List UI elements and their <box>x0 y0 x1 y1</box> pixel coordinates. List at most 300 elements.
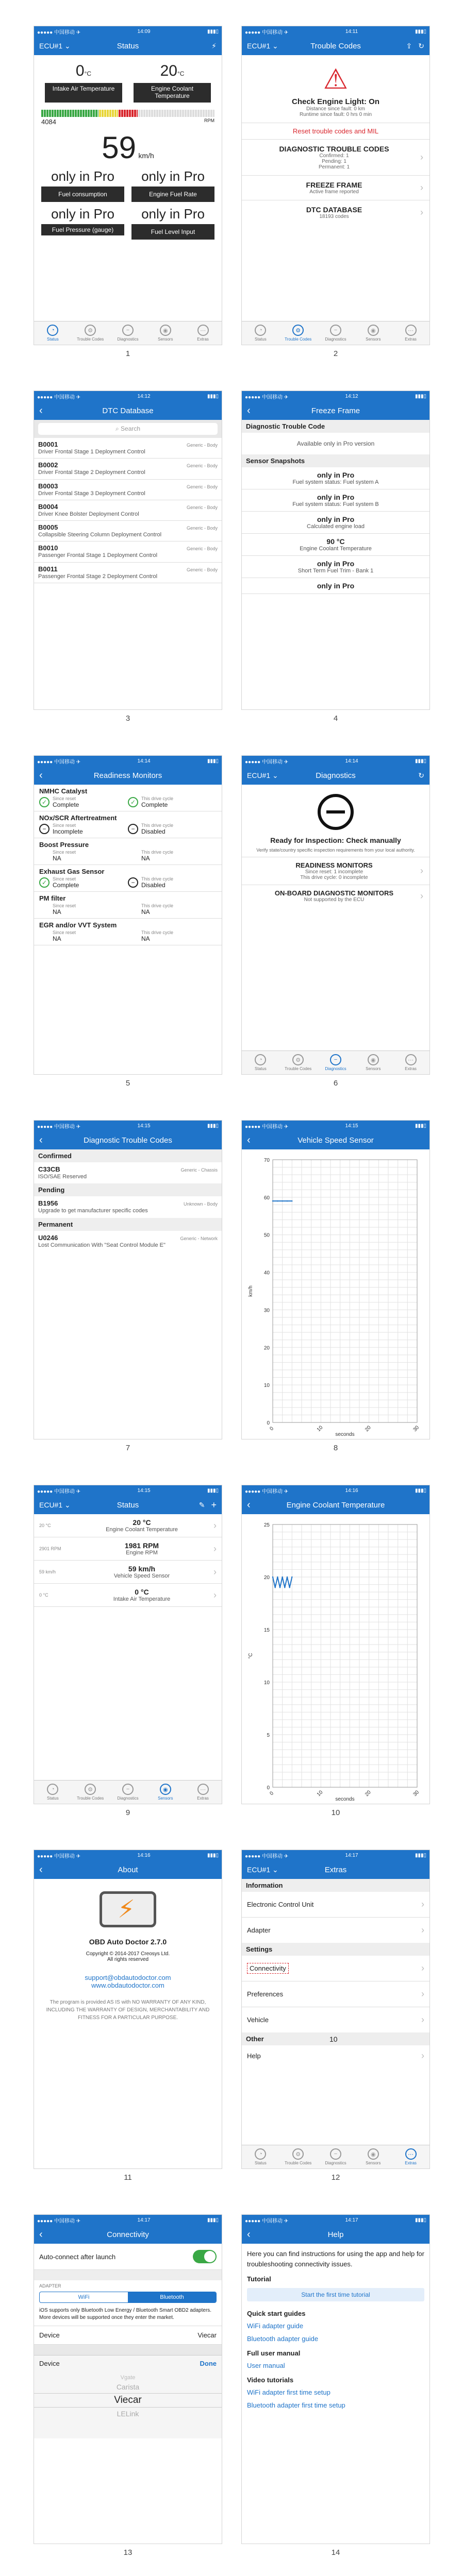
carrier: ●●●●● 中国移动 ✈ <box>37 1124 81 1130</box>
engine-icon: ⚙ <box>292 2148 304 2160</box>
battery-icon: ▮▮▮▯ <box>415 393 426 399</box>
minus-circle-icon: − <box>128 824 138 834</box>
status-bar <box>242 1121 429 1131</box>
pro-value-2: only in Pro <box>141 168 205 184</box>
back-icon[interactable]: ‹ <box>39 2228 43 2240</box>
tab-extras[interactable] <box>184 321 222 345</box>
coolant-value: 20 <box>160 62 177 79</box>
page-title: Diagnostics <box>316 771 356 780</box>
tab-trouble-codes[interactable] <box>279 2145 317 2168</box>
tab-label: Sensors <box>366 1066 381 1071</box>
battery-icon: ▮▮▮▯ <box>207 2217 219 2223</box>
dtc-category: Generic - Body <box>186 443 218 448</box>
obd-monitors-title: ON-BOARD DIAGNOSTIC MONITORS <box>274 889 394 897</box>
dtc-item[interactable] <box>34 1196 222 1217</box>
tab-diagnostics[interactable] <box>317 1051 355 1074</box>
engine-icon: ⚙ <box>292 325 304 336</box>
freeze-frame-title: FREEZE FRAME <box>306 181 362 189</box>
snapshot-item <box>242 578 429 594</box>
chevron-right-icon: › <box>421 1963 424 1973</box>
tab-bar <box>34 1780 222 1804</box>
edit-icon[interactable]: ✎ <box>199 1500 205 1509</box>
x-tick-label: 30 <box>412 1425 421 1433</box>
picker-option-selected[interactable]: Viecar <box>34 2393 222 2408</box>
clock: 14:15 <box>137 1487 151 1494</box>
tab-extras[interactable] <box>392 1051 429 1074</box>
monitor-period: Since reset <box>53 823 76 828</box>
dtc-item[interactable] <box>34 1231 222 1252</box>
wifi-segment[interactable]: WiFi <box>78 2294 90 2300</box>
tab-label: Extras <box>405 2161 417 2165</box>
obd-monitors-row[interactable] <box>242 885 429 907</box>
sensor-icon: ◉ <box>368 1054 379 1065</box>
dtc-list-item[interactable] <box>34 480 222 500</box>
dtc-item[interactable] <box>34 1162 222 1183</box>
preferences-row[interactable] <box>242 1981 429 2007</box>
status-bar <box>34 2215 222 2225</box>
dtc-category: Generic - Body <box>186 463 218 469</box>
gauge-icon: ◔ <box>255 1054 266 1065</box>
tab-label: Extras <box>405 337 417 342</box>
tab-sensors[interactable] <box>146 1781 184 1804</box>
support-email-link[interactable]: support@obdautodoctor.com <box>85 1974 171 1981</box>
dtc-section-header: Permanent <box>34 1218 222 1231</box>
refresh-icon[interactable]: ↻ <box>418 771 424 779</box>
page-title: Diagnostic Trouble Codes <box>84 1136 172 1145</box>
data-point <box>277 1200 278 1201</box>
minus-circle-icon: − <box>122 325 134 336</box>
speed-value: 59 <box>102 130 136 165</box>
page-title: Connectivity <box>107 2230 149 2239</box>
picker-option[interactable]: LELink <box>117 2410 139 2418</box>
settings-header: Settings <box>242 1943 429 1956</box>
status-bar <box>34 1121 222 1131</box>
dtc-list-item[interactable] <box>34 438 222 459</box>
ecu-selector[interactable]: ECU#1 ⌄ <box>39 41 71 50</box>
refresh-icon[interactable]: ↻ <box>418 41 424 50</box>
dtc-code: B0002 <box>38 461 58 469</box>
y-tick-label: 20 <box>263 1345 270 1351</box>
battery-icon: ▮▮▮▯ <box>207 393 219 399</box>
monitor-state: NA <box>53 908 61 916</box>
tab-label: Diagnostics <box>117 337 139 342</box>
confirmed-count: Confirmed: 1 <box>319 153 349 159</box>
clock: 14:15 <box>345 1123 358 1129</box>
vehicle-label: Vehicle <box>247 2016 269 2024</box>
sensor-row[interactable] <box>34 1561 222 1584</box>
snapshot-item <box>242 467 429 489</box>
clock: 14:16 <box>137 1852 151 1858</box>
tab-bar <box>242 2145 429 2168</box>
sensor-raw-value: 0 °C <box>39 1592 48 1598</box>
dtc-list-item[interactable] <box>34 563 222 583</box>
dtc-description: Driver Frontal Stage 2 Deployment Control <box>38 469 145 476</box>
pro-value-4: only in Pro <box>141 206 205 222</box>
intake-air-label: Intake Air Temperature <box>45 83 122 103</box>
snapshot-label: Fuel system status: Fuel system A <box>292 479 379 485</box>
data-point <box>272 1577 273 1578</box>
coolant-label: Engine Coolant Temperature <box>134 83 211 103</box>
plot-frame <box>273 1160 417 1422</box>
tab-label: Status <box>255 1066 267 1071</box>
tab-extras[interactable] <box>184 1781 222 1804</box>
runtime-since-fault: Runtime since fault: 0 hrs 0 min <box>299 112 372 117</box>
carrier: ●●●●● 中国移动 ✈ <box>37 759 81 765</box>
clock: 14:12 <box>137 393 151 399</box>
y-tick-label: 70 <box>263 1158 270 1163</box>
coolant-chart <box>242 1514 429 1803</box>
dtc-code: B0011 <box>38 565 58 573</box>
screen-freeze-frame <box>241 391 430 710</box>
snapshot-item <box>242 512 429 534</box>
extras-icon: ⋯ <box>405 325 417 336</box>
monitor-period: Since reset <box>53 850 76 855</box>
dtc-code: C33CB <box>38 1165 60 1173</box>
rights: All rights reserved <box>107 1957 149 1962</box>
annotation-number: 10 <box>329 2035 338 2043</box>
status-bar <box>242 1850 429 1860</box>
status-bar <box>34 1850 222 1860</box>
wifi-guide-link[interactable]: WiFi adapter guide <box>247 2322 304 2330</box>
back-icon[interactable]: ‹ <box>247 1499 251 1511</box>
dtc-sections <box>34 1149 222 1252</box>
tab-sensors[interactable] <box>354 2145 392 2168</box>
chevron-right-icon: › <box>420 182 423 193</box>
carrier: ●●●●● 中国移动 ✈ <box>245 1853 289 1859</box>
dtc-description: ISO/SAE Reserved <box>38 1174 87 1180</box>
done-button[interactable]: Done <box>200 2360 217 2367</box>
tutorial-header: Tutorial <box>247 2275 271 2283</box>
monitor-name: PM filter <box>39 894 66 902</box>
carrier: ●●●●● 中国移动 ✈ <box>245 1124 289 1130</box>
battery-icon: ▮▮▮▯ <box>415 28 426 35</box>
x-tick-label: 0 <box>269 1790 275 1797</box>
extras-icon: ⋯ <box>197 325 209 336</box>
carrier: ●●●●● 中国移动 ✈ <box>37 1853 81 1859</box>
data-point <box>277 1577 278 1578</box>
dtc-category: Generic - Body <box>186 546 218 552</box>
y-tick-label: 50 <box>263 1232 270 1239</box>
bluetooth-guide-link[interactable]: Bluetooth adapter guide <box>247 2335 319 2343</box>
back-icon[interactable]: ‹ <box>247 2228 251 2240</box>
monitor-state: Disabled <box>141 828 166 835</box>
dtc-code: B0010 <box>38 544 58 552</box>
picker-option[interactable]: Carista <box>116 2383 140 2391</box>
speed-unit: km/h <box>138 151 154 160</box>
chevron-right-icon: › <box>213 1543 217 1554</box>
check-icon: ✓ <box>39 877 49 888</box>
dtc-code: B0005 <box>38 523 58 532</box>
dtc-category: Generic - Body <box>186 484 218 489</box>
start-tutorial-button[interactable]: Start the first time tutorial <box>247 2288 424 2301</box>
ecu-label: Electronic Control Unit <box>247 1901 314 1908</box>
ecu-row[interactable] <box>242 1892 429 1918</box>
sensor-name: Intake Air Temperature <box>113 1596 171 1602</box>
sensor-name: Engine Coolant Temperature <box>106 1527 178 1533</box>
page-title: DTC Database <box>102 406 154 415</box>
chevron-right-icon: › <box>420 152 423 162</box>
page-title: Readiness Monitors <box>93 771 162 780</box>
adapter-row[interactable] <box>242 1918 429 1943</box>
chevron-right-icon: › <box>421 2014 424 2025</box>
minus-circle-icon: − <box>330 325 341 336</box>
tab-sensors[interactable] <box>354 1051 392 1074</box>
screen-readiness-monitors <box>34 755 222 1075</box>
back-icon[interactable]: ‹ <box>39 1134 43 1146</box>
dtc-description: Lost Communication With "Seat Control Module E" <box>38 1242 166 1248</box>
caption-13: 13 <box>123 2548 133 2557</box>
page-title: Status <box>117 1500 139 1510</box>
snapshot-label: Short Term Fuel Trim - Bank 1 <box>297 568 374 574</box>
status-bar <box>242 26 429 37</box>
sensor-icon: ◉ <box>160 1784 171 1795</box>
device-row[interactable] <box>34 2326 222 2345</box>
obd-monitors-sub: Not supported by the ECU <box>304 897 365 903</box>
ecu-selector[interactable]: ECU#1 ⌄ <box>247 1865 278 1874</box>
monitor-period: This drive cycle <box>141 823 174 828</box>
gauge-icon: ◔ <box>47 1784 58 1795</box>
quick-start-header: Quick start guides <box>247 2310 306 2317</box>
carrier: ●●●●● 中国移动 ✈ <box>37 29 81 36</box>
status-bar <box>242 1485 429 1496</box>
battery-icon: ▮▮▮▯ <box>415 1852 426 1858</box>
nav-bar <box>34 766 222 785</box>
tab-label: Status <box>255 337 267 342</box>
app-logo-icon: ⚡ <box>100 1891 156 1927</box>
sensor-raw-value: 2901 RPM <box>39 1546 61 1551</box>
tab-trouble-codes[interactable] <box>72 1781 109 1804</box>
other-header <box>242 2032 429 2045</box>
screen-dtc-database <box>34 391 222 710</box>
monitor-period: Since reset <box>53 876 76 882</box>
snapshot-label: Calculated engine load <box>307 523 365 530</box>
rpm-bar <box>41 110 214 117</box>
dtc-title: DIAGNOSTIC TROUBLE CODES <box>279 145 389 153</box>
search-input[interactable] <box>38 423 218 435</box>
nav-bar <box>34 1496 222 1514</box>
tab-label: Sensors <box>158 337 173 342</box>
dtc-list-item[interactable] <box>34 541 222 562</box>
freeze-frame-row[interactable] <box>242 176 429 200</box>
screen-diagnostics <box>241 755 430 1075</box>
dtc-category: Generic - Body <box>186 567 218 572</box>
share-icon[interactable]: ⇪ <box>406 41 412 50</box>
tab-extras[interactable] <box>392 321 429 345</box>
reset-codes-button[interactable]: Reset trouble codes and MIL <box>242 123 429 140</box>
dtc-list-item[interactable] <box>34 459 222 479</box>
monitor-state: NA <box>53 855 61 862</box>
monitor-group <box>34 892 222 919</box>
back-icon[interactable]: ‹ <box>247 404 251 416</box>
sensor-value: 20 °C <box>133 1518 151 1527</box>
ecu-selector[interactable]: ECU#1 ⌄ <box>39 1500 71 1509</box>
tab-diagnostics[interactable] <box>317 2145 355 2168</box>
pending-count: Pending: 1 <box>322 159 346 164</box>
monitor-period: Since reset <box>53 903 76 908</box>
y-axis-label: km/h <box>248 1285 254 1297</box>
tab-sensors[interactable] <box>354 321 392 345</box>
nav-bar <box>242 766 429 785</box>
plot-frame <box>273 1524 417 1787</box>
sensor-raw-value: 20 °C <box>39 1523 51 1528</box>
status-bar <box>34 756 222 766</box>
carrier: ●●●●● 中国移动 ✈ <box>37 1488 81 1495</box>
website-link[interactable]: www.obdautodoctor.com <box>91 1981 164 1989</box>
snapshot-value: only in Pro <box>317 471 355 479</box>
tab-trouble-codes[interactable] <box>279 321 317 345</box>
clock: 14:14 <box>345 758 358 764</box>
monitor-group <box>34 811 222 838</box>
page-title: Extras <box>324 1865 347 1874</box>
tab-diagnostics[interactable] <box>317 321 355 345</box>
dtc-row[interactable] <box>242 140 429 176</box>
sensor-name: Vehicle Speed Sensor <box>113 1573 170 1579</box>
screen-about <box>34 1850 222 2169</box>
ecu-selector[interactable]: ECU#1 ⌄ <box>247 771 278 779</box>
tab-label: Diagnostics <box>117 1796 139 1801</box>
tab-diagnostics[interactable] <box>109 1781 147 1804</box>
monitor-state: Complete <box>53 882 79 889</box>
monitor-period: This drive cycle <box>141 796 174 801</box>
tab-label: Trouble Codes <box>285 337 312 342</box>
monitor-period: This drive cycle <box>141 850 174 855</box>
user-manual-link[interactable]: User manual <box>247 2362 285 2369</box>
chevron-right-icon: › <box>213 1589 217 1600</box>
clock: 14:14 <box>137 758 151 764</box>
tab-status[interactable] <box>242 2145 279 2168</box>
bluetooth-segment[interactable]: Bluetooth <box>128 2292 216 2302</box>
tab-bar <box>34 321 222 345</box>
dtc-code: B0004 <box>38 502 58 511</box>
disconnect-icon[interactable]: ⚡ <box>211 41 217 50</box>
tab-extras[interactable] <box>392 2145 429 2168</box>
chevron-right-icon: › <box>420 866 423 876</box>
dtc-description: Passenger Frontal Stage 1 Deployment Control <box>38 552 158 559</box>
screen-extras <box>241 1850 430 2169</box>
data-point <box>272 1200 273 1201</box>
wifi-video-link[interactable]: WiFi adapter first time setup <box>247 2388 330 2396</box>
nav-bar <box>242 2225 429 2244</box>
snapshot-value: only in Pro <box>317 560 355 568</box>
tab-status[interactable] <box>242 1051 279 1074</box>
tab-label: Status <box>47 1796 59 1801</box>
chevron-right-icon: › <box>420 890 423 901</box>
engine-fuel-rate-button[interactable]: Engine Fuel Rate <box>131 187 214 202</box>
tab-bar <box>242 321 429 345</box>
help-row[interactable] <box>242 2045 429 2066</box>
tab-diagnostics[interactable] <box>109 321 147 345</box>
ecu-selector[interactable]: ECU#1 ⌄ <box>247 41 278 50</box>
snapshot-section-header: Sensor Snapshots <box>242 454 429 467</box>
x-tick-label: 0 <box>269 1426 275 1432</box>
clock: 14:17 <box>345 2217 358 2223</box>
bluetooth-video-link[interactable]: Bluetooth adapter first time setup <box>247 2401 345 2409</box>
chevron-right-icon: › <box>420 207 423 217</box>
vehicle-row[interactable] <box>242 2007 429 2032</box>
rpm-value: 4084 <box>41 118 56 126</box>
back-icon[interactable]: ‹ <box>39 404 43 416</box>
tab-label: Diagnostics <box>325 1066 346 1071</box>
tab-sensors[interactable] <box>146 321 184 345</box>
tab-status[interactable] <box>34 321 72 345</box>
dtc-list <box>34 438 222 583</box>
minus-circle-icon: − <box>330 2148 341 2160</box>
minus-circle-icon: − <box>122 1784 134 1795</box>
back-icon[interactable]: ‹ <box>247 1134 251 1146</box>
y-tick-label: 40 <box>263 1270 270 1276</box>
tab-label: Sensors <box>366 2161 381 2165</box>
y-tick-label: 20 <box>263 1575 270 1581</box>
dtc-database-title: DTC DATABASE <box>306 206 362 214</box>
information-header: Information <box>242 1879 429 1892</box>
dtc-database-row[interactable] <box>242 200 429 225</box>
sensor-row[interactable] <box>34 1584 222 1607</box>
dtc-list-item[interactable] <box>34 521 222 541</box>
screen-connectivity <box>34 2214 222 2544</box>
back-icon[interactable]: ‹ <box>39 1863 43 1875</box>
tab-status[interactable] <box>242 321 279 345</box>
connectivity-row[interactable] <box>242 1956 429 1981</box>
tab-label: Extras <box>197 337 209 342</box>
add-icon[interactable]: + <box>211 1499 217 1510</box>
tab-label: Status <box>255 2161 267 2165</box>
caption-3: 3 <box>125 714 130 723</box>
inspection-status: Ready for Inspection: Check manually <box>270 836 401 844</box>
sensor-row[interactable] <box>34 1514 222 1537</box>
clock: 14:11 <box>345 28 358 35</box>
tab-label: Trouble Codes <box>285 2161 312 2165</box>
chevron-right-icon: › <box>421 1989 424 1999</box>
readiness-monitors-row[interactable] <box>242 857 429 885</box>
distance-since-fault: Distance since fault: 0 km <box>306 106 365 112</box>
fuel-consumption-button[interactable]: Fuel consumption <box>41 187 124 202</box>
battery-icon: ▮▮▮▯ <box>207 1852 219 1858</box>
tab-trouble-codes[interactable] <box>72 321 109 345</box>
check-engine-icon: ⚠ <box>323 64 349 95</box>
intake-air-tile[interactable] <box>45 62 122 103</box>
tab-label: Sensors <box>158 1796 173 1801</box>
dtc-category: Generic - Body <box>186 504 218 510</box>
inspection-note: Verify state/country specific inspection requirements from your local authority. <box>256 848 415 853</box>
sensor-row[interactable] <box>34 1537 222 1561</box>
nav-bar <box>34 37 222 55</box>
auto-connect-toggle[interactable] <box>193 2250 217 2263</box>
coolant-tile[interactable] <box>134 62 211 103</box>
gauge-icon: ◔ <box>47 325 58 336</box>
tab-status[interactable] <box>34 1781 72 1804</box>
monitor-period: Since reset <box>53 796 76 801</box>
caption-10: 10 <box>331 1808 340 1817</box>
fuel-pressure-button[interactable]: Fuel Pressure (gauge) <box>41 224 124 235</box>
device-label: Device <box>39 2331 60 2339</box>
sensor-icon: ◉ <box>368 2148 379 2160</box>
check-engine-status: Check Engine Light: On <box>291 97 379 106</box>
pro-value-3: only in Pro <box>51 206 114 222</box>
fuel-level-button[interactable]: Fuel Level Input <box>131 224 214 240</box>
back-icon[interactable]: ‹ <box>39 769 43 781</box>
y-tick-label: 0 <box>267 1420 270 1426</box>
dtc-code: B1956 <box>38 1199 58 1208</box>
dtc-category: Generic - Body <box>186 526 218 531</box>
monitor-name: NOx/SCR Aftertreatment <box>39 814 117 822</box>
chevron-right-icon: › <box>421 1899 424 1909</box>
dtc-list-item[interactable] <box>34 500 222 521</box>
picker-option[interactable]: Vgate <box>120 2375 136 2381</box>
tab-trouble-codes[interactable] <box>279 1051 317 1074</box>
snapshot-value: only in Pro <box>317 515 355 523</box>
x-axis-label: seconds <box>335 1797 355 1802</box>
sensor-icon: ◉ <box>368 325 379 336</box>
